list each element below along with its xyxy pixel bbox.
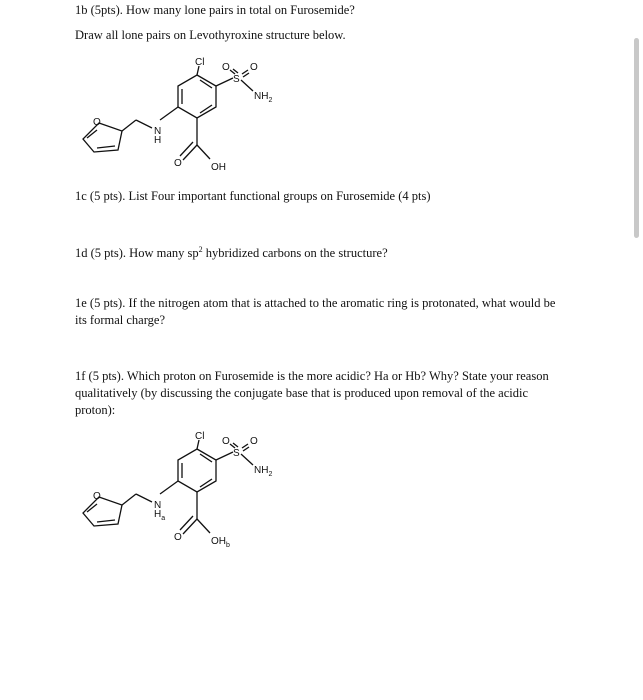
sulfonyl-oxygen-right-label-2: O [250,436,258,447]
hydroxyl-hb-label: $OH_b$ [211,536,230,549]
question-1f-line-1: 1f (5 pts). Which proton on Furosemide is the more acidic? Ha or Hb? Why? State your reason [75,369,549,383]
nh-hydrogen-label: H [154,135,162,146]
question-1d: 1d (5 pts). How many $sp^2$ hybridized carbons on the structure? [75,245,388,261]
draw-instruction: Draw all lone pairs on Levothyroxine structure below. [75,28,346,42]
nitrogen-label-2: N [154,500,162,511]
sulfonyl-oxygen-left-label: O [222,62,230,73]
amine-nh-label-2: $NH_2$ [254,465,273,478]
furosemide-structure-2 [70,426,310,556]
furan-oxygen-label: O [93,117,101,128]
question-1c: 1c (5 pts). List Four important functional groups on Furosemide (4 pts) [75,189,431,203]
furan-oxygen-label-2: O [93,491,101,502]
amine-nh-label: $NH_2$ [254,91,273,104]
chlorine-label: Cl [195,57,205,68]
sulfur-label: S [233,74,240,85]
question-1f-line-3: proton): [75,403,116,417]
hydroxyl-label: OH [211,162,226,173]
sulfonyl-oxygen-left-label-2: O [222,436,230,447]
vertical-scrollbar[interactable] [634,38,639,238]
chlorine-label-2: Cl [195,431,205,442]
carbonyl-oxygen-label: O [174,158,182,169]
nitrogen-label: N [154,126,162,137]
ha-hydrogen-label: $H_a$ [154,509,166,522]
question-1e-line-1: 1e (5 pts). If the nitrogen atom that is attached to the aromatic ring is protonated, what would be [75,296,556,310]
sulfur-label-2: S [233,448,240,459]
question-1e-line-2: its formal charge? [75,313,166,327]
carbonyl-oxygen-label-2: O [174,532,182,543]
sulfonyl-oxygen-right-label: O [250,62,258,73]
furosemide-structure-1 [70,52,310,182]
question-1b: 1b (5pts). How many lone pairs in total on Furosemide? [75,3,355,17]
question-1f-line-2: qualitatively (by discussing the conjugate base that is produced upon removal of the acidic [75,386,528,400]
